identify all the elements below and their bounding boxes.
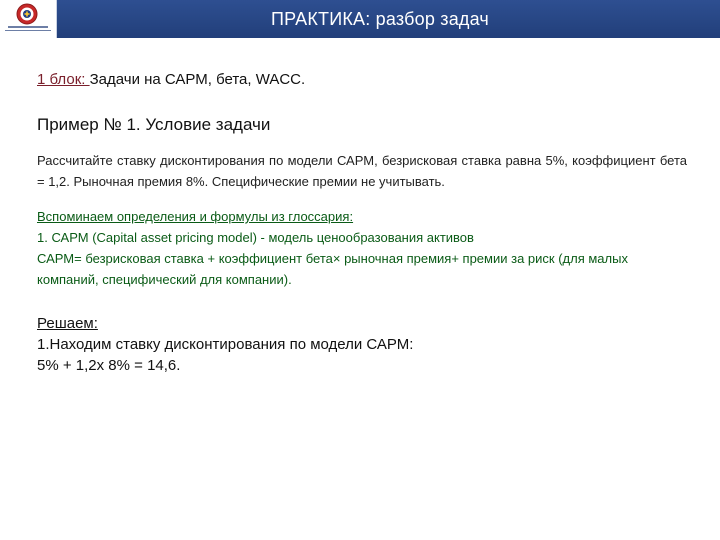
solution-result: 5% + 1,2х 8% = 14,6. [37,357,181,374]
block-text: Задачи на САРМ, бета, WACC. [89,71,306,88]
solution-heading: Решаем: [37,315,98,332]
logo-caption [4,26,52,33]
glossary-line-capm: 1. САРМ (Capital asset pricing model) - модель ценообразования активов [37,230,474,245]
block-heading [37,71,687,88]
glossary-section [37,206,687,290]
logo [0,0,57,38]
block-label: 1 блок: [37,71,90,88]
problem-statement: Рассчитайте ставку дисконтирования по модели САРМ, безрисковая ставка равна 5%, коэффициент бета = 1,2. Рыночная премия 8%. Специфические премии не учитывать. [37,153,687,189]
glossary-line-formula: САРМ= безрисковая ставка + коэффициент бета× рыночная премия+ премии за риск (для малых компаний, специфический для компании). [37,251,628,287]
header-bar [0,0,720,38]
solution-section [37,313,687,376]
page-title: ПРАКТИКА: разбор задач [270,9,490,29]
solution-step: 1.Находим ставку дисконтирования по модели САРМ: [37,336,414,353]
glossary-heading: Вспоминаем определения и формулы из глоссария: [37,209,354,224]
example-title: Пример № 1. Условие задачи [37,115,271,134]
university-emblem-icon [12,3,42,25]
